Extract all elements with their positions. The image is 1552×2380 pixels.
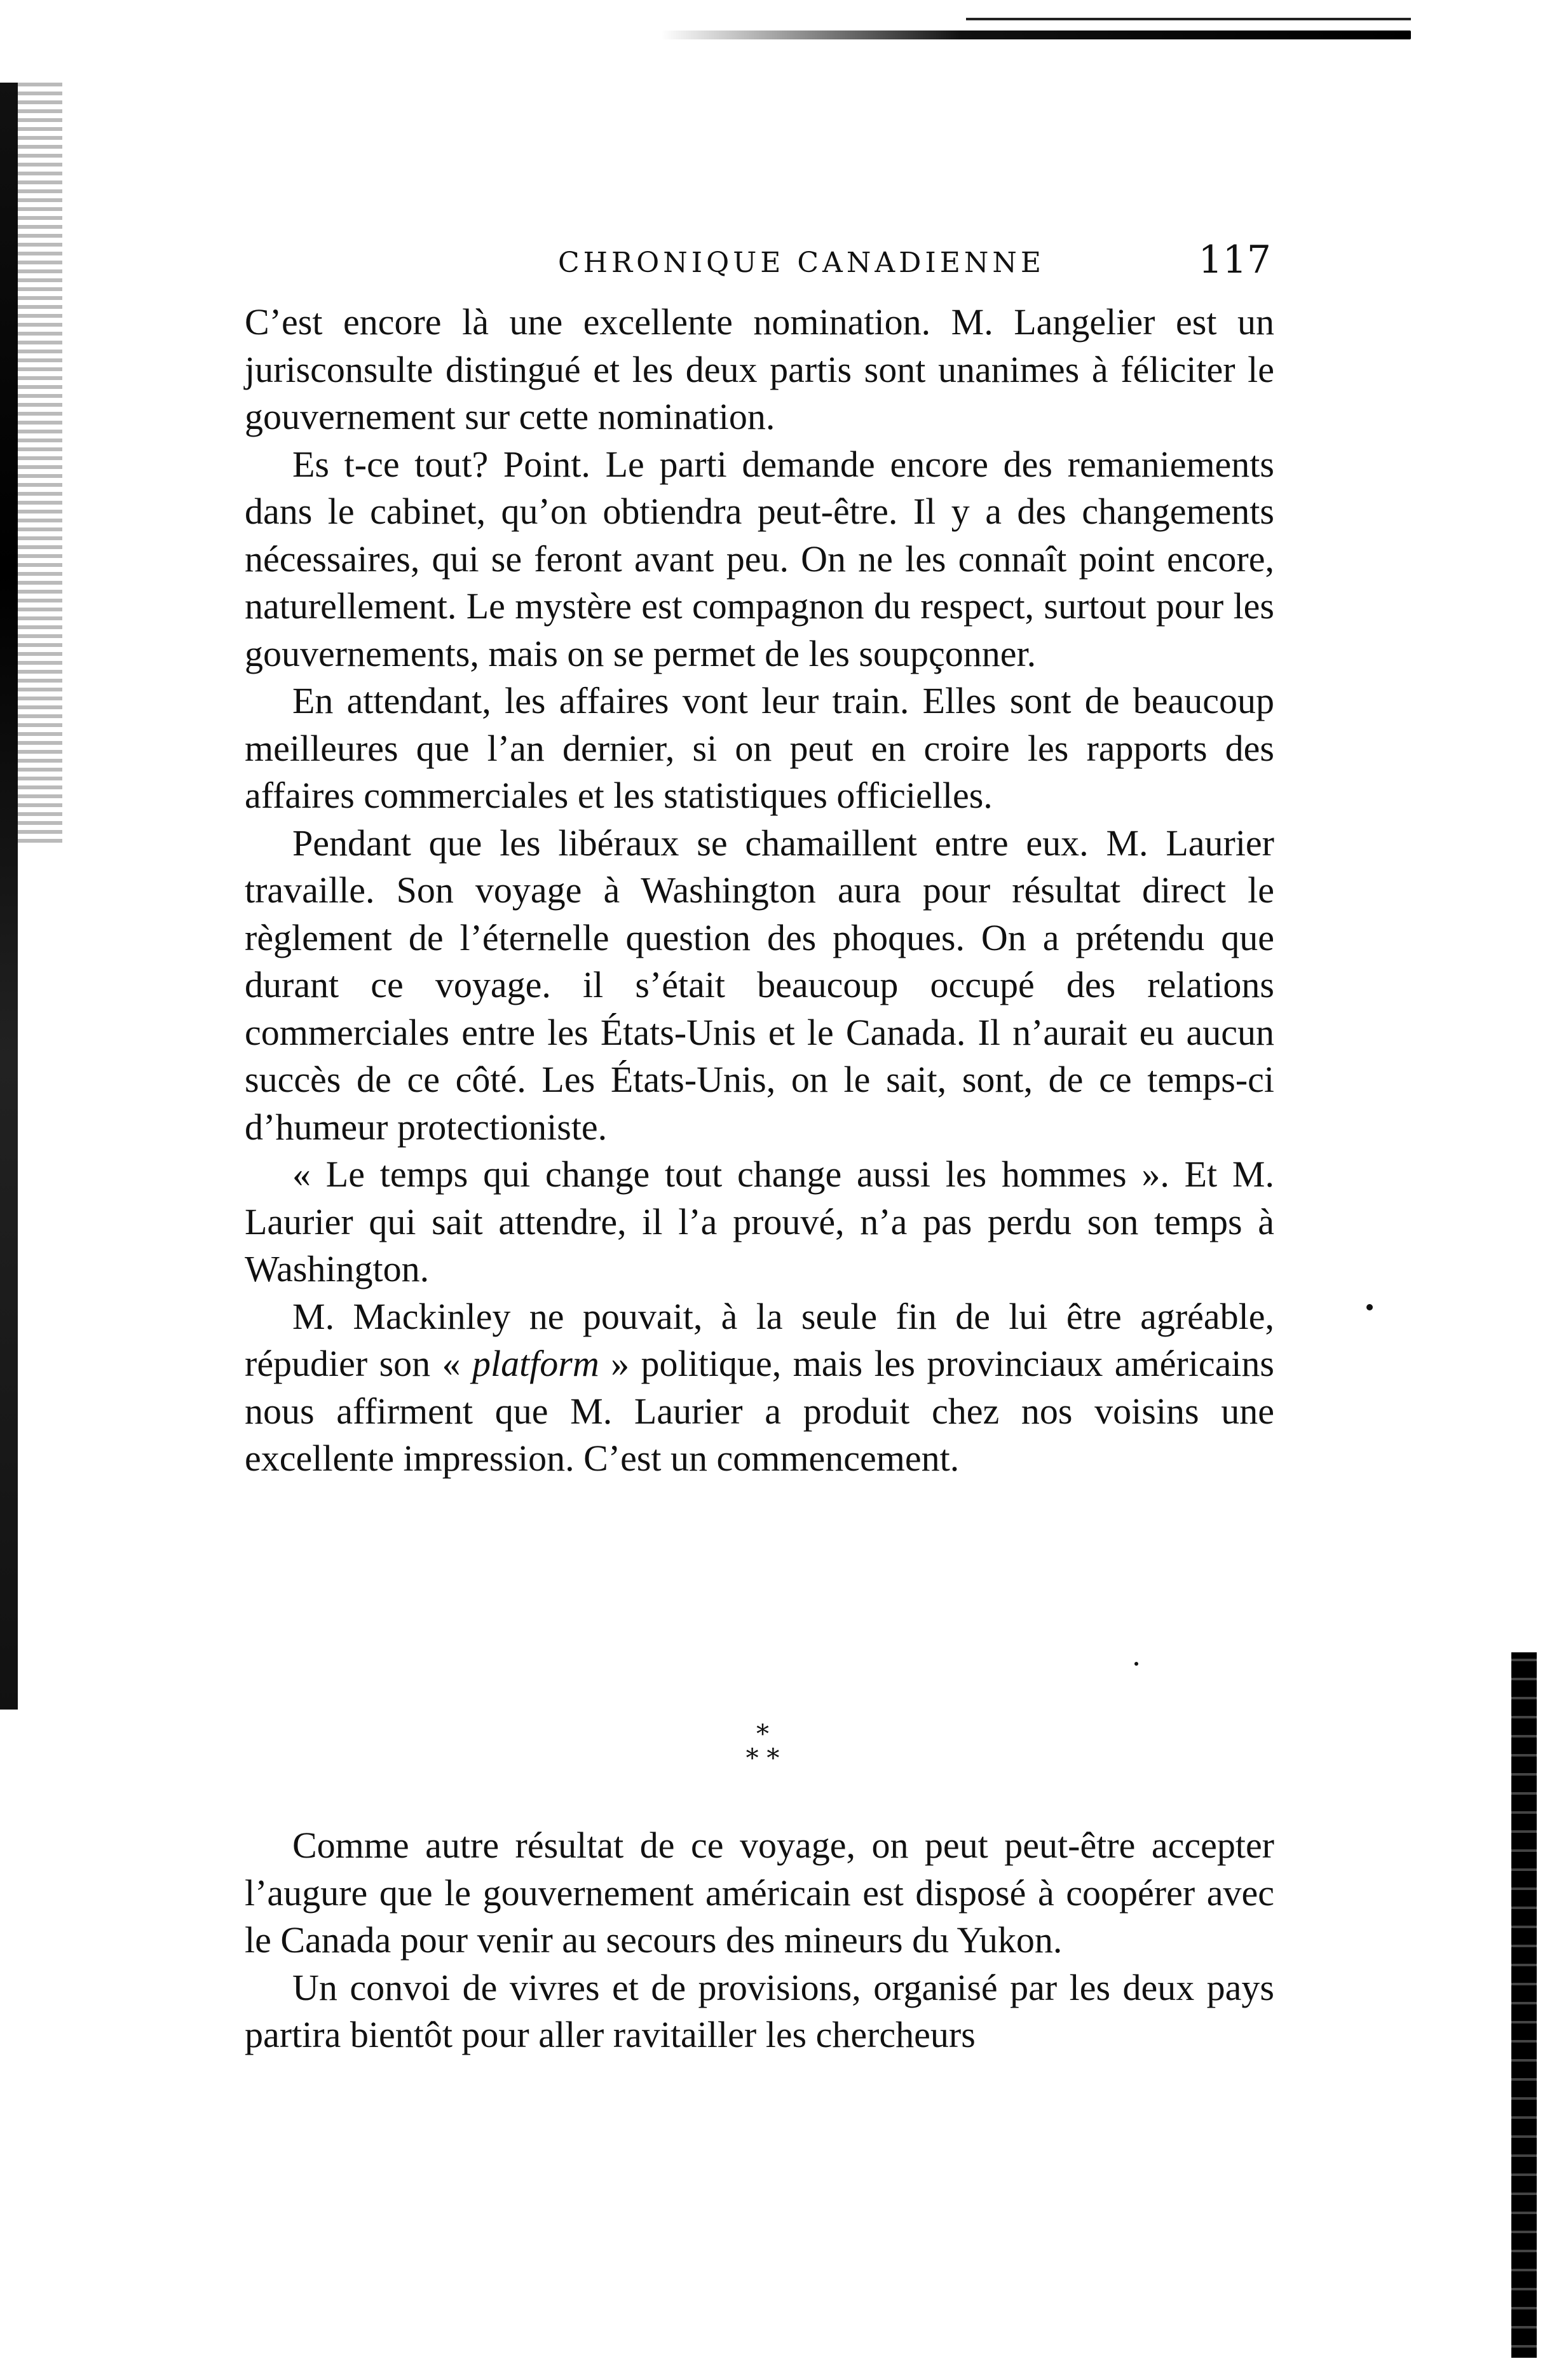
paragraph: C’est encore là une excellente nomination. M. Langelier est un jurisconsulte distingué et les deux partis sont unanimes à féliciter le gouvernement sur cette nomination. [245,301,1274,437]
italic-word: platform [472,1343,599,1384]
page-number: 117 [1198,238,1271,282]
paragraph: Comme autre résultat de ce voyage, on peut peut-être accepter l’augure que le gouvernement américain est disposé à coopérer avec le Canada pour venir au secours des mineurs du Yukon. [245,1825,1274,1961]
top-rule [661,31,1411,39]
paragraph: Un convoi de vivres et de provisions, organisé par les deux pays partira bientôt pour aller ravitailler les chercheurs [245,1966,1274,2055]
running-head: CHRONIQUE CANADIENNE [558,247,1045,279]
asterism-bottom: * * [745,1744,780,1773]
paragraph-text: M. Mackinley ne pouvait, à la seule fin de lui être agréable, répudier son « [245,1295,1274,1384]
paragraph: « Le temps qui change tout change aussi les hommes ». Et M. Laurier qui sait attendre, il l’a prouvé, n’a pas perdu son temps à Washington. [245,1153,1274,1289]
binding-shadow-left [0,83,18,1710]
paragraph: Pendant que les libéraux se chamaillent entre eux. M. Laurier travaille. Son voyage à Washington aura pour résultat direct le règlement de l’éternelle question des phoques. On a prétendu que durant ce voyage. il s’était beaucoup occupé des relations commerciales entre les États-Unis et le Canada. Il n’aurait eu aucun succès de ce côté. Les États-Unis, on le sait, sont, de ce temps-ci d’humeur protectioniste. [245,822,1274,1148]
asterism-top: * [756,1720,769,1749]
body-text-top [245,299,1274,1483]
section-asterism [718,1722,807,1771]
page-header [245,238,1277,292]
top-rule-thin [966,18,1411,20]
binding-shadow-right [1511,1652,1537,2358]
body-text-bottom [245,1822,1274,2059]
binding-texture-left [18,83,62,845]
ink-speck [1134,1662,1138,1666]
ink-speck [1366,1304,1373,1310]
paragraph-text: » politique, mais les provinciaux américains nous affirment que M. Laurier a produit chez nos voisins une excellente impression. C’est un commencement. [245,1343,1274,1479]
paragraph: Es t-ce tout? Point. Le parti demande encore des remaniements dans le cabinet, qu’on obtiendra peut-être. Il y a des changements nécessaires, qui se feront avant peu. On ne les connaît point encore, naturellement. Le mystère est compagnon du respect, surtout pour les gouvernements, mais on se permet de les soupçonner. [245,443,1274,674]
paragraph-mackinley [245,1293,1274,1483]
paragraph: En attendant, les affaires vont leur train. Elles sont de beaucoup meilleures que l’an dernier, si on peut en croire les rapports des affaires commerciales et les statistiques officielles. [245,680,1274,816]
